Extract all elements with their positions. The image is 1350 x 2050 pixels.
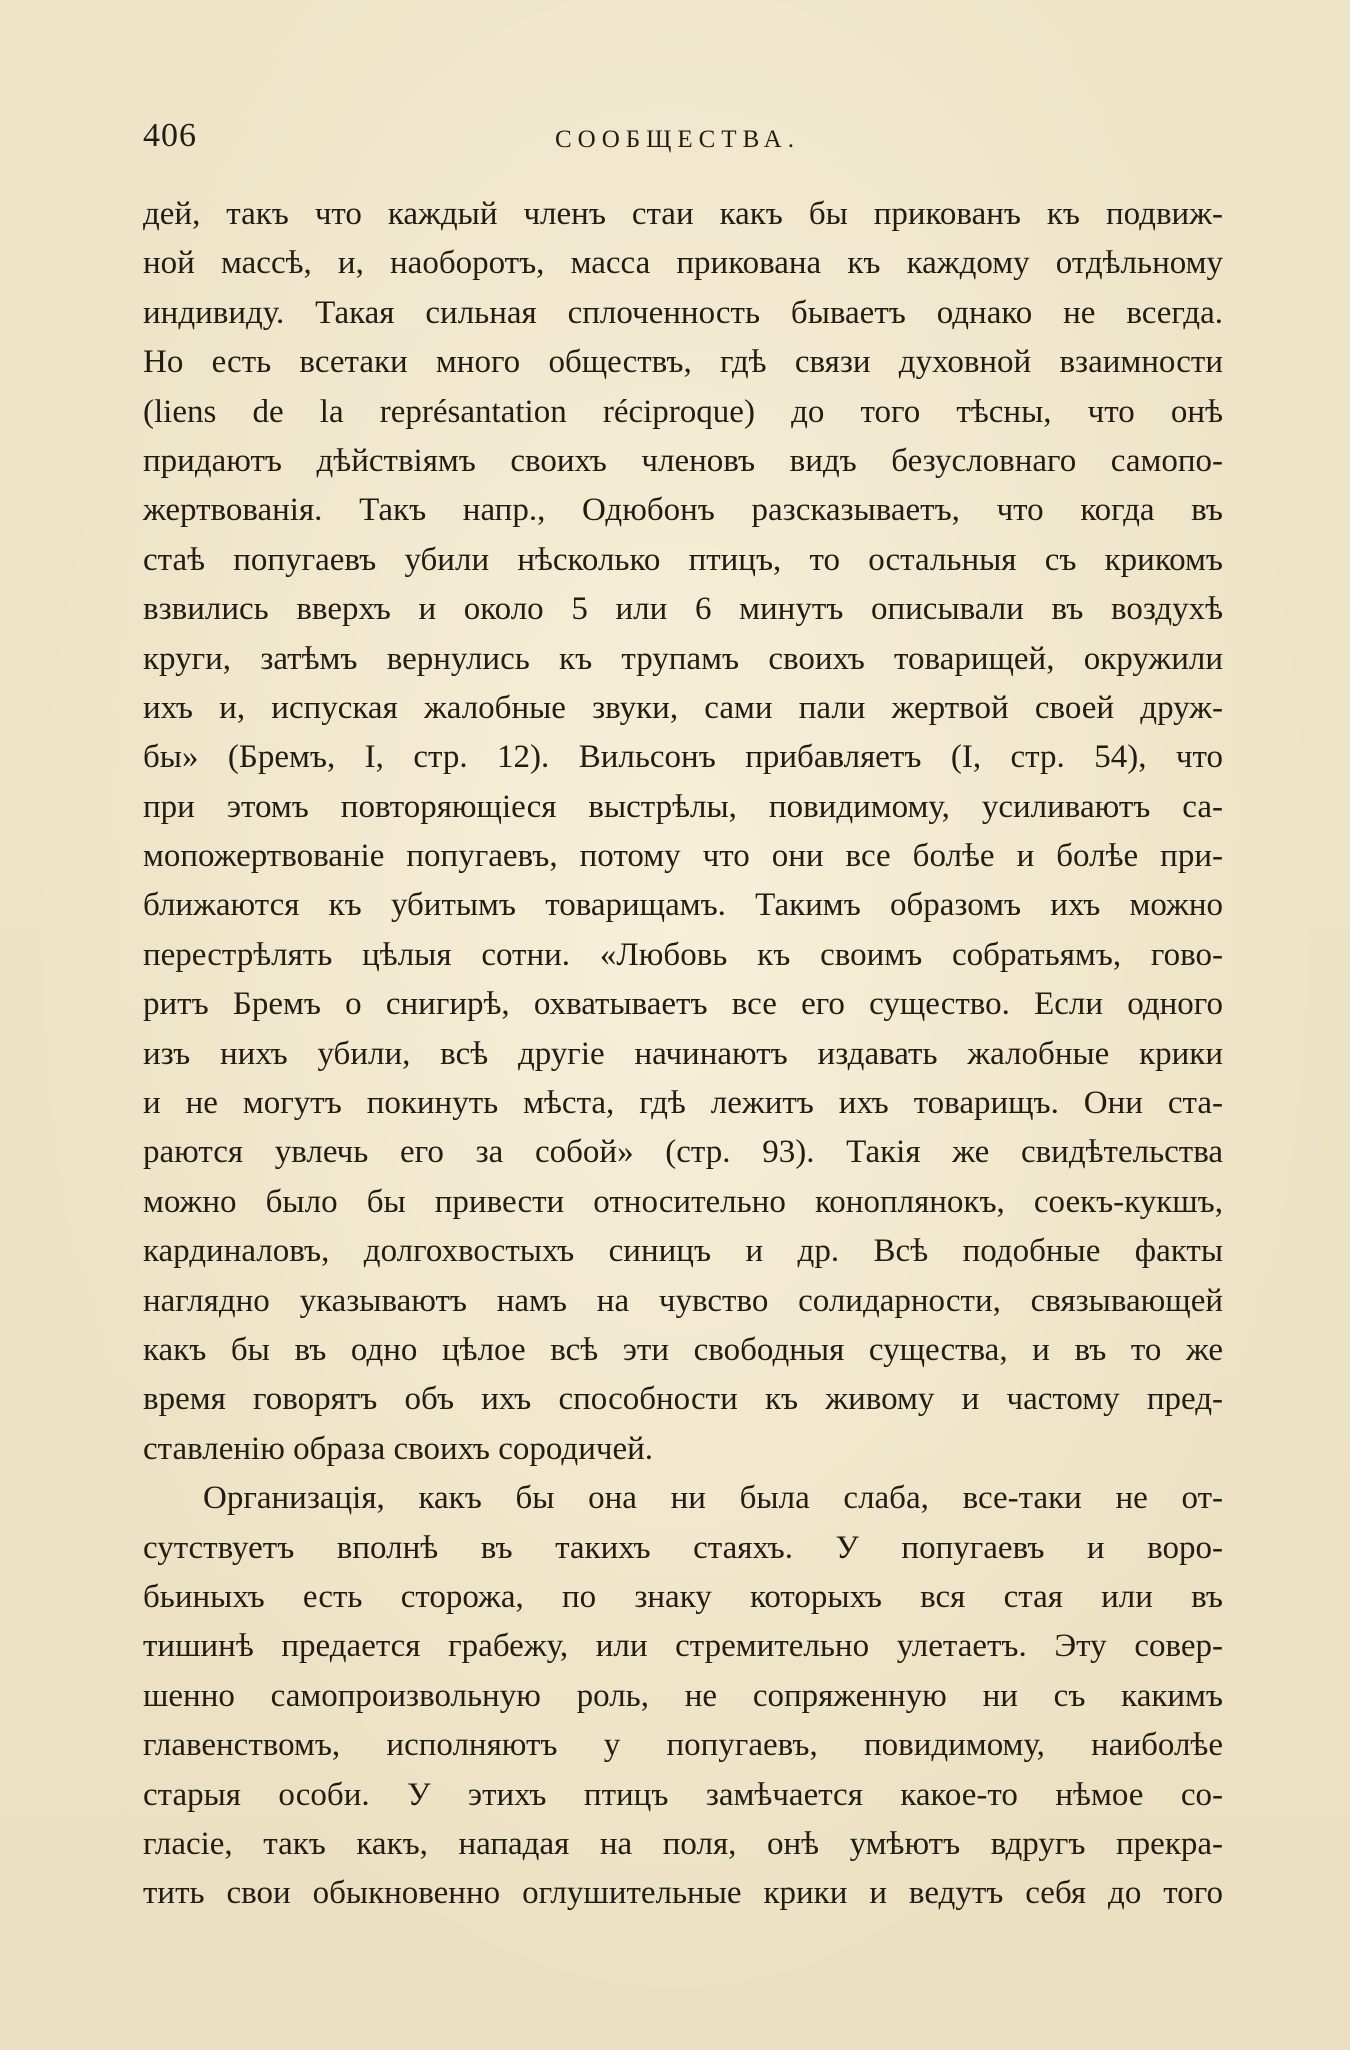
text-line: при этомъ повторяющіеся выстрѣлы, повидимому, усиливаютъ са- [143, 788, 1223, 825]
text-line: главенствомъ, исполняютъ у попугаевъ, повидимому, наиболѣе [143, 1727, 1223, 1764]
text-line: дей, такъ что каждый членъ стаи какъ бы прикованъ къ подвиж- [143, 196, 1223, 232]
text-line: бьиныхъ есть сторожа, по знаку которыхъ вся стая или въ [143, 1578, 1223, 1615]
text-line: можно было бы привести относительно коноплянокъ, соекъ-кукшъ, [143, 1183, 1223, 1220]
text-line: ближаются къ убитымъ товарищамъ. Такимъ образомъ ихъ можно [143, 887, 1223, 924]
text-line: тить свои обыкновенно оглушительные крики и ведутъ себя до того [143, 1875, 1223, 1912]
text-line: раются увлечь его за собой» (стр. 93). Такія же свидѣтельства [143, 1134, 1223, 1171]
body-text [143, 190, 1223, 1919]
text-line: тишинѣ предается грабежу, или стремительно улетаетъ. Эту совер- [143, 1628, 1223, 1665]
text-line: Организація, какъ бы она ни была слаба, все-таки не от- [203, 1480, 1223, 1517]
text-line: старыя особи. У этихъ птицъ замѣчается какое-то нѣмое со- [143, 1776, 1223, 1813]
text-line: какъ бы въ одно цѣлое всѣ эти свободныя существа, и въ то же [143, 1331, 1223, 1368]
text-line: изъ нихъ убили, всѣ другіе начинаютъ издавать жалобные крики [143, 1035, 1223, 1072]
text-line: мопожертвованіе попугаевъ, потому что они все болѣе и болѣе при- [143, 838, 1223, 875]
text-line: ихъ и, испуская жалобные звуки, сами пали жертвой своей друж- [143, 689, 1223, 726]
text-line: шенно самопроизвольную роль, не сопряженную ни съ какимъ [143, 1677, 1223, 1714]
text-line: кардиналовъ, долгохвостыхъ синицъ и др. Всѣ подобные факты [143, 1233, 1223, 1270]
text-line: перестрѣлять цѣлыя сотни. «Любовь къ своимъ собратьямъ, гово- [143, 936, 1223, 973]
text-line: ной массѣ, и, наоборотъ, масса прикована къ каждому отдѣльному [143, 245, 1223, 282]
text-line: ритъ Бремъ о снигирѣ, охватываетъ все его существо. Если одного [143, 986, 1223, 1023]
text-line: (liens de la représantation réciproque) до того тѣсны, что онѣ [143, 393, 1223, 430]
text-line: жертвованія. Такъ напр., Одюбонъ разсказываетъ, что когда въ [143, 492, 1223, 529]
text-line: сутствуетъ вполнѣ въ такихъ стаяхъ. У попугаевъ и воро- [143, 1529, 1223, 1566]
running-title: СООБЩЕСТВА. [555, 126, 800, 153]
text-line: время говорятъ объ ихъ способности къ живому и частому пред- [143, 1381, 1223, 1418]
text-line: гласіе, такъ какъ, нападая на поля, онѣ умѣютъ вдругъ прекра- [143, 1825, 1223, 1862]
text-line: круги, затѣмъ вернулись къ трупамъ своихъ товарищей, окружили [143, 640, 1223, 677]
text-line: индивиду. Такая сильная сплоченность бываетъ однако не всегда. [143, 294, 1223, 331]
text-line: бы» (Бремъ, I, стр. 12). Вильсонъ прибавляетъ (I, стр. 54), что [143, 739, 1223, 776]
text-line: и не могутъ покинуть мѣста, гдѣ лежитъ ихъ товарищъ. Они ста- [143, 1085, 1223, 1122]
text-line: взвились вверхъ и около 5 или 6 минутъ описывали въ воздухѣ [143, 591, 1223, 628]
text-line: стаѣ попугаевъ убили нѣсколько птицъ, то остальныя съ крикомъ [143, 541, 1223, 578]
text-line: Но есть всетаки много обществъ, гдѣ связи духовной взаимности [143, 344, 1223, 381]
text-line: наглядно указываютъ намъ на чувство солидарности, связывающей [143, 1282, 1223, 1319]
text-line: придаютъ дѣйствіямъ своихъ членовъ видъ безусловнаго самопо- [143, 442, 1223, 479]
text-line: ставленію образа своихъ сородичей. [143, 1430, 654, 1467]
page-number: 406 [143, 117, 197, 154]
paragraph-1 [143, 190, 1223, 1474]
paragraph-2 [143, 1474, 1223, 1919]
